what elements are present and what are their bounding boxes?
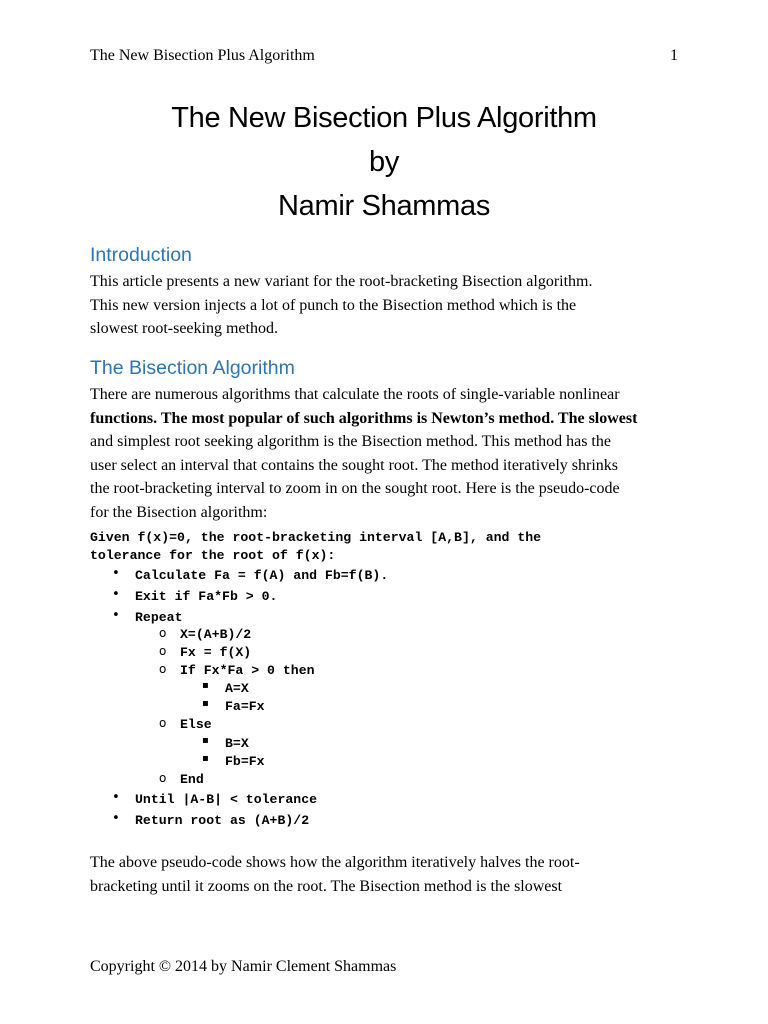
paragraph-line-bold (90, 407, 690, 431)
bullet-disc: • (112, 608, 120, 623)
code-line: B=X (225, 736, 249, 751)
section-heading-introduction: Introduction (90, 244, 192, 266)
paragraph-line: slowest root-seeking method. (90, 320, 278, 337)
paragraph-line: This new version injects a lot of punch to the Bisection method which is the (90, 296, 577, 314)
paragraph-line: user select an interval that contains the sought root. The method iteratively shrinks (90, 456, 619, 474)
code-line: Exit if Fa*Fb > 0. (135, 589, 278, 604)
bullet-disc: • (112, 811, 120, 826)
copyright-footer: Copyright © 2014 by Namir Clement Shammas (90, 958, 397, 975)
section-heading-bisection: The Bisection Algorithm (90, 357, 295, 379)
closing-paragraph (90, 851, 690, 898)
code-line: X=(A+B)/2 (180, 627, 252, 642)
running-header: The New Bisection Plus Algorithm (90, 47, 315, 64)
author-name: Namir Shammas (277, 190, 491, 222)
bullet-circle: o (159, 716, 167, 730)
paragraph-line: and simplest root seeking algorithm is the Bisection method. This method has the (90, 433, 611, 450)
code-line: Until |A-B| < tolerance (135, 792, 318, 807)
bold-sentence: functions. The most popular of such algorithms is Newton’s method. The slowest (90, 409, 638, 427)
bullet-square: ▪ (202, 735, 209, 746)
code-line: Given f(x)=0, the root-bracketing interval [A,B], and the (90, 530, 542, 545)
bullet-disc: • (112, 790, 120, 805)
intro-paragraph (90, 270, 690, 341)
paragraph-line: This article presents a new variant for the root-bracketing Bisection algorithm. (90, 273, 593, 290)
code-line: A=X (225, 681, 249, 696)
page-number: 1 (670, 47, 678, 64)
code-line: Fa=Fx (225, 699, 265, 714)
code-line: Calculate Fa = f(A) and Fb=f(B). (135, 568, 389, 583)
title-by: by (368, 146, 400, 178)
bullet-disc: • (112, 587, 120, 602)
bullet-square: ▪ (202, 753, 209, 764)
bullet-square: ▪ (202, 698, 209, 709)
paragraph-line: for the Bisection algorithm: (90, 503, 268, 521)
code-line: tolerance for the root of f(x): (90, 548, 336, 563)
bullet-circle: o (159, 771, 167, 785)
code-line: Fx = f(X) (180, 645, 252, 660)
bullet-square: ▪ (202, 680, 209, 691)
bisection-paragraph (90, 383, 690, 524)
code-line: Fb=Fx (225, 754, 265, 769)
paragraph-line: bracketing until it zooms on the root. The Bisection method is the slowest (90, 877, 563, 895)
document-title (0, 96, 768, 228)
code-line: Return root as (A+B)/2 (135, 813, 310, 828)
paragraph-line: The above pseudo-code shows how the algorithm iteratively halves the root- (90, 854, 580, 871)
paragraph-line: the root-bracketing interval to zoom in on the sought root. Here is the pseudo-code (90, 480, 620, 497)
bullet-circle: o (159, 644, 167, 658)
bullet-circle: o (159, 626, 167, 640)
bullet-disc: • (112, 566, 120, 581)
paragraph-line: There are numerous algorithms that calculate the roots of single-variable nonlinear (90, 386, 620, 403)
code-line: End (180, 772, 204, 787)
code-line: If Fx*Fa > 0 then (180, 663, 315, 678)
title-line: The New Bisection Plus Algorithm (171, 102, 597, 134)
code-line: Else (180, 717, 212, 732)
bullet-circle: o (159, 662, 167, 676)
code-line: Repeat (135, 610, 183, 625)
